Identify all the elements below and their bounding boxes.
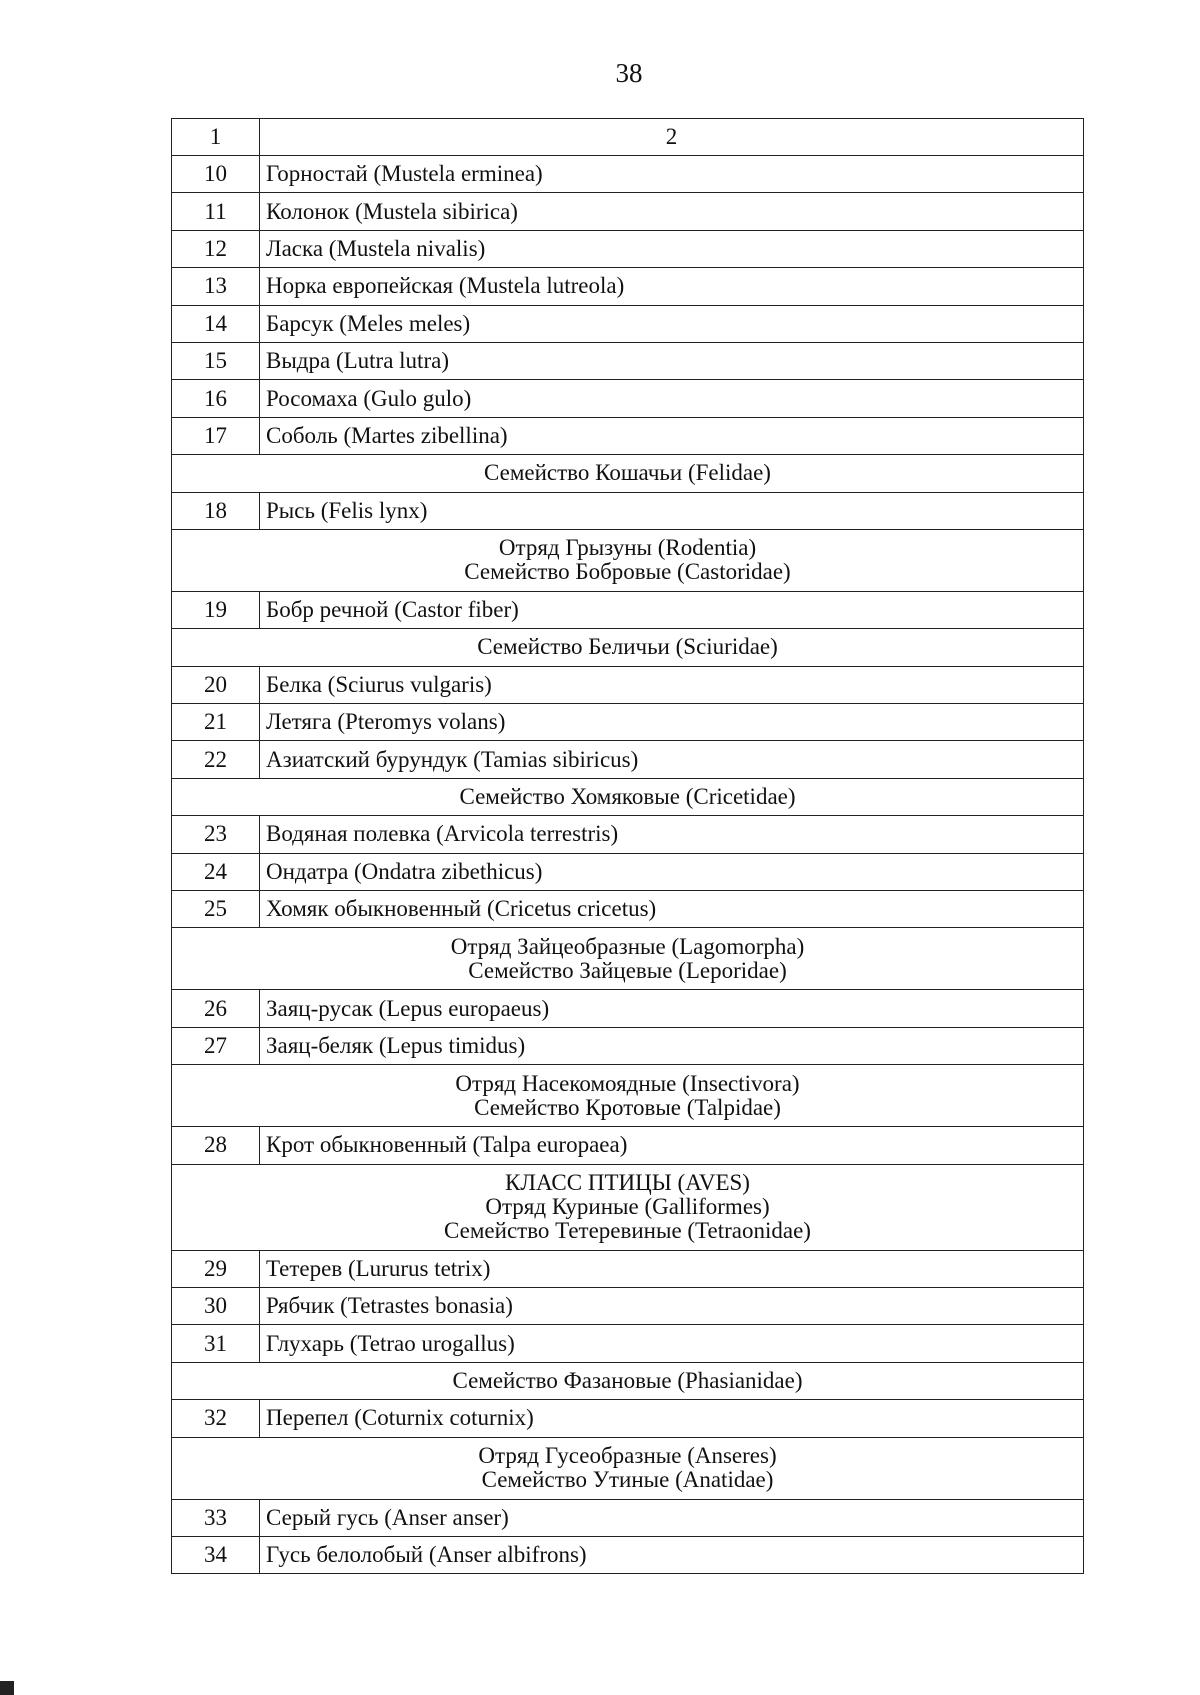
species-name: Серый гусь (Anser anser) [260, 1499, 1084, 1536]
table-row [172, 305, 1084, 342]
species-name: Заяц-беляк (Lepus timidus) [260, 1027, 1084, 1064]
group-heading [172, 1437, 1084, 1499]
table-row [172, 1127, 1084, 1164]
row-number: 31 [172, 1325, 260, 1362]
row-number: 16 [172, 380, 260, 417]
species-name: Белка (Sciurus vulgaris) [260, 666, 1084, 703]
group-heading [172, 455, 1084, 492]
species-name: Водяная полевка (Arvicola terrestris) [260, 816, 1084, 853]
table-body [172, 119, 1084, 1574]
group-heading-line: Семейство Кротовые (Talpidae) [474, 1094, 781, 1120]
species-name: Хомяк обыкновенный (Cricetus cricetus) [260, 891, 1084, 928]
group-heading [172, 1065, 1084, 1127]
species-name: Ондатра (Ondatra zibethicus) [260, 853, 1084, 890]
table-row [172, 1287, 1084, 1324]
table-row [172, 741, 1084, 778]
group-heading-row [172, 1065, 1084, 1127]
species-name: Росомаха (Gulo gulo) [260, 380, 1084, 417]
species-name: Норка европейская (Mustela lutreola) [260, 268, 1084, 305]
species-name: Выдра (Lutra lutra) [260, 342, 1084, 379]
species-name: Гусь белолобый (Anser albifrons) [260, 1536, 1084, 1573]
group-heading-line: Семейство Утиные (Anatidae) [481, 1467, 774, 1493]
group-heading-line: Семейство Зайцевые (Leporidae) [468, 957, 787, 983]
row-number: 11 [172, 193, 260, 230]
row-number: 15 [172, 342, 260, 379]
row-number: 21 [172, 704, 260, 741]
row-number: 10 [172, 156, 260, 193]
species-name: Горностай (Mustela erminea) [260, 156, 1084, 193]
table-row [172, 591, 1084, 628]
table-row [172, 666, 1084, 703]
group-heading-line: Семейство Беличьи (Sciuridae) [477, 634, 778, 660]
table-row [172, 853, 1084, 890]
group-heading-line: Семейство Бобровые (Castoridae) [464, 559, 791, 585]
species-name: Тетерев (Lururus tetrix) [260, 1250, 1084, 1287]
table-row [172, 492, 1084, 529]
row-number: 28 [172, 1127, 260, 1164]
group-heading-row [172, 529, 1084, 591]
group-heading-line: Семейство Кошачьи (Felidae) [484, 460, 771, 486]
table-row [172, 1325, 1084, 1362]
group-heading-row [172, 778, 1084, 815]
group-heading-line: Отряд Насекомоядные (Insectivora) [455, 1070, 800, 1096]
group-heading-line: Семейство Хомяковые (Cricetidae) [459, 784, 796, 810]
table-row [172, 704, 1084, 741]
table-row [172, 417, 1084, 454]
group-heading-row [172, 629, 1084, 666]
row-number: 12 [172, 230, 260, 267]
species-name: Ласка (Mustela nivalis) [260, 230, 1084, 267]
table-row [172, 816, 1084, 853]
page-number: 38 [615, 58, 643, 88]
scan-corner-mark [0, 1681, 14, 1695]
group-heading-row [172, 928, 1084, 990]
group-heading-line: Отряд Зайцеобразные (Lagomorpha) [450, 933, 805, 959]
group-heading-row [172, 1164, 1084, 1250]
species-name: Рябчик (Tetrastes bonasia) [260, 1287, 1084, 1324]
table-row [172, 380, 1084, 417]
table-row [172, 1536, 1084, 1573]
table-row [172, 1027, 1084, 1064]
species-name: Бобр речной (Castor fiber) [260, 591, 1084, 628]
species-table [171, 118, 1084, 1574]
species-name: Крот обыкновенный (Talpa europaea) [260, 1127, 1084, 1164]
species-name: Соболь (Martes zibellina) [260, 417, 1084, 454]
row-number: 23 [172, 816, 260, 853]
species-name: Колонок (Mustela sibirica) [260, 193, 1084, 230]
row-number: 33 [172, 1499, 260, 1536]
table-row [172, 193, 1084, 230]
row-number: 29 [172, 1250, 260, 1287]
table-row [172, 990, 1084, 1027]
species-name: Заяц-русак (Lepus europaeus) [260, 990, 1084, 1027]
table-row [172, 891, 1084, 928]
table-row [172, 1400, 1084, 1437]
species-name: Азиатский бурундук (Tamias sibiricus) [260, 741, 1084, 778]
row-number: 20 [172, 666, 260, 703]
group-heading-line: КЛАСС ПТИЦЫ (AVES) [505, 1170, 750, 1196]
group-heading [172, 529, 1084, 591]
group-heading-line: Отряд Гусеобразные (Anseres) [478, 1443, 777, 1469]
table-row [172, 230, 1084, 267]
row-number: 13 [172, 268, 260, 305]
group-heading [172, 1164, 1084, 1250]
species-name: Летяга (Pteromys volans) [260, 704, 1084, 741]
species-name: Глухарь (Tetrao urogallus) [260, 1325, 1084, 1362]
row-number: 14 [172, 305, 260, 342]
species-name: Рысь (Felis lynx) [260, 492, 1084, 529]
row-number: 25 [172, 891, 260, 928]
group-heading [172, 1362, 1084, 1399]
group-heading [172, 778, 1084, 815]
group-heading-row [172, 1437, 1084, 1499]
table-row [172, 1250, 1084, 1287]
row-number: 22 [172, 741, 260, 778]
group-heading [172, 928, 1084, 990]
header-col-1: 1 [172, 119, 260, 156]
group-heading-row [172, 1362, 1084, 1399]
species-name: Перепел (Coturnix coturnix) [260, 1400, 1084, 1437]
table-header-row [172, 119, 1084, 156]
group-heading-line: Отряд Грызуны (Rodentia) [498, 535, 757, 561]
row-number: 26 [172, 990, 260, 1027]
row-number: 34 [172, 1536, 260, 1573]
row-number: 24 [172, 853, 260, 890]
header-col-2: 2 [260, 119, 1084, 156]
table-row [172, 342, 1084, 379]
group-heading-row [172, 455, 1084, 492]
row-number: 30 [172, 1287, 260, 1324]
row-number: 18 [172, 492, 260, 529]
table-row [172, 1499, 1084, 1536]
group-heading [172, 629, 1084, 666]
group-heading-line: Семейство Фазановые (Phasianidae) [452, 1367, 803, 1393]
group-heading-line: Отряд Куриные (Galliformes) [485, 1194, 770, 1220]
table-row [172, 268, 1084, 305]
row-number: 17 [172, 417, 260, 454]
group-heading-line: Семейство Тетеревиные (Tetraonidae) [444, 1218, 811, 1244]
table-row [172, 156, 1084, 193]
row-number: 32 [172, 1400, 260, 1437]
row-number: 19 [172, 591, 260, 628]
species-name: Барсук (Meles meles) [260, 305, 1084, 342]
row-number: 27 [172, 1027, 260, 1064]
